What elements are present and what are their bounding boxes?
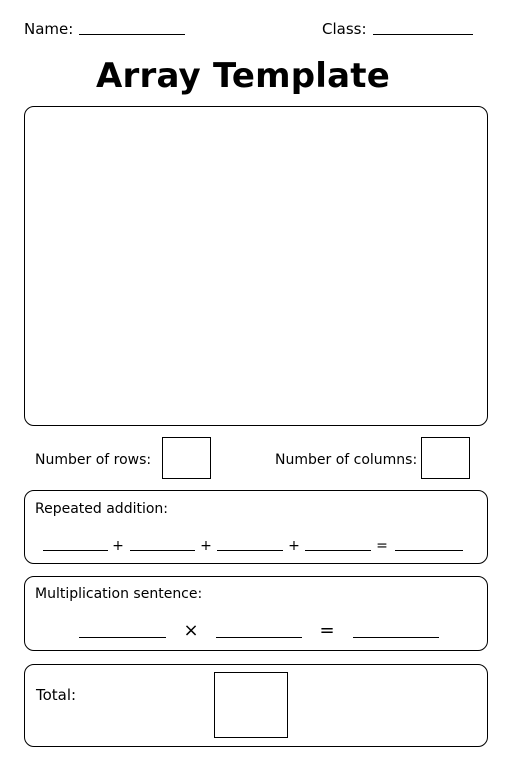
- addend-blank-2[interactable]: [130, 550, 195, 551]
- header-row: [24, 20, 472, 44]
- factor-blank-2[interactable]: [216, 637, 302, 638]
- product-blank[interactable]: [353, 637, 439, 638]
- page-title: Array Template: [96, 56, 390, 96]
- plus-operator-2: +: [200, 538, 212, 554]
- addend-blank-4[interactable]: [305, 550, 371, 551]
- addend-blank-1[interactable]: [43, 550, 108, 551]
- multiplication-label: Multiplication sentence:: [35, 586, 203, 602]
- rows-answer-box[interactable]: [162, 437, 211, 479]
- addend-blank-3[interactable]: [217, 550, 283, 551]
- sum-blank[interactable]: [395, 550, 463, 551]
- equals-operator-mult: =: [319, 620, 335, 641]
- columns-label: Number of columns:: [275, 452, 418, 468]
- name-blank-line[interactable]: [79, 34, 185, 35]
- plus-operator-1: +: [112, 538, 124, 554]
- name-label: Name:: [24, 20, 74, 38]
- rows-label: Number of rows:: [35, 452, 152, 468]
- array-drawing-area[interactable]: [24, 106, 488, 426]
- name-field[interactable]: [24, 20, 185, 38]
- factor-blank-1[interactable]: [79, 637, 166, 638]
- repeated-addition-label: Repeated addition:: [35, 501, 169, 517]
- plus-operator-3: +: [288, 538, 300, 554]
- class-label: Class:: [322, 20, 367, 38]
- columns-answer-box[interactable]: [421, 437, 470, 479]
- total-answer-box[interactable]: [214, 672, 288, 738]
- class-field[interactable]: [322, 20, 473, 38]
- equals-operator: =: [376, 538, 388, 554]
- class-blank-line[interactable]: [373, 34, 473, 35]
- times-operator: ×: [183, 620, 199, 641]
- total-label: Total:: [36, 686, 77, 704]
